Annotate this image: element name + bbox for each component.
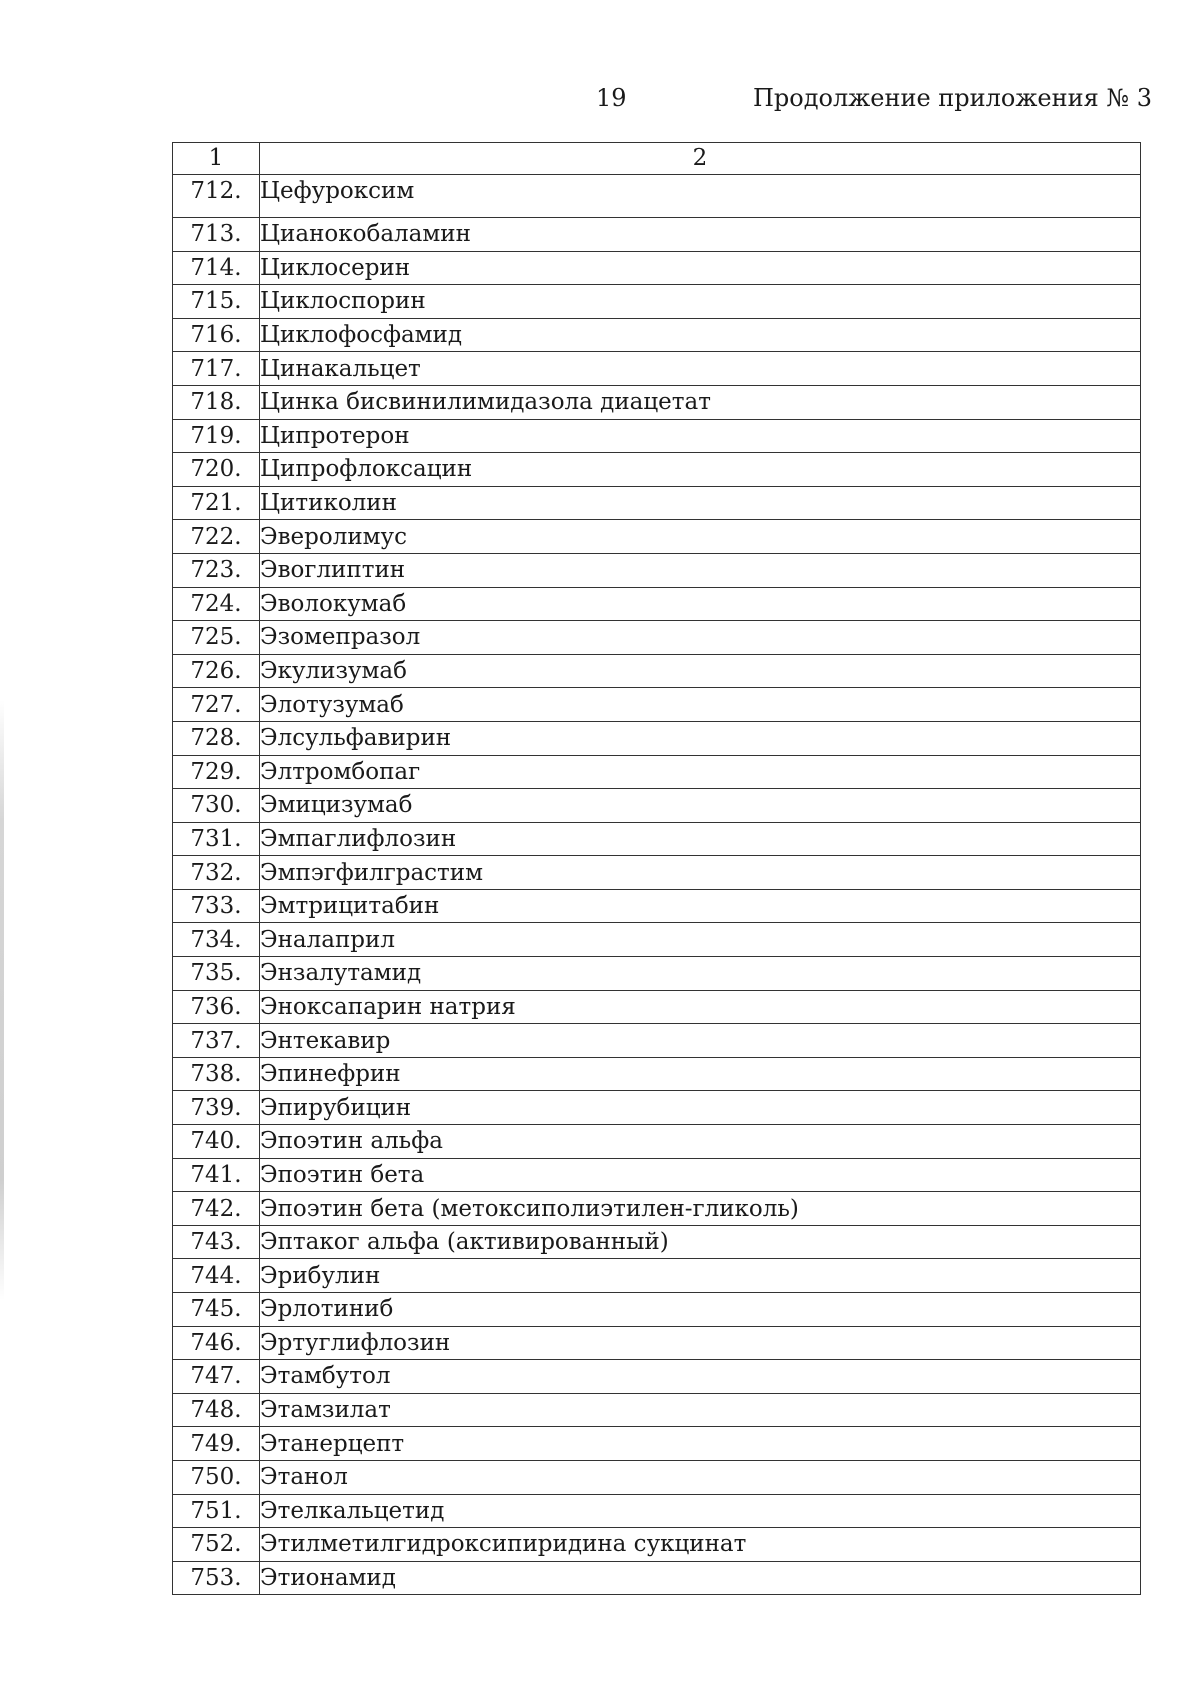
table-row [173,621,1141,655]
table-row [173,587,1141,621]
row-number: 734. [173,923,260,957]
row-number: 728. [173,721,260,755]
drug-name: Эмпаглифлозин [260,822,1141,856]
row-number: 749. [173,1427,260,1461]
table-row [173,856,1141,890]
table-row [173,318,1141,352]
table-row [173,721,1141,755]
table-row [173,1192,1141,1226]
drug-name: Этилметилгидроксипиридина сукцинат [260,1528,1141,1562]
drug-name: Циклоспорин [260,285,1141,319]
column-header-name: 2 [260,143,1141,175]
row-number: 719. [173,419,260,453]
drug-name: Эрлотиниб [260,1293,1141,1327]
row-number: 747. [173,1360,260,1394]
drug-name: Циклосерин [260,251,1141,285]
table-row [173,1460,1141,1494]
row-number: 716. [173,318,260,352]
row-number: 745. [173,1293,260,1327]
drug-name: Эвоглиптин [260,553,1141,587]
drug-name: Эмтрицитабин [260,889,1141,923]
drug-name: Циклофосфамид [260,318,1141,352]
drug-name: Эптаког альфа (активированный) [260,1225,1141,1259]
table-row [173,1360,1141,1394]
row-number: 721. [173,486,260,520]
column-header-number: 1 [173,143,260,175]
table-row [173,688,1141,722]
table-row [173,385,1141,419]
drug-name: Этелкальцетид [260,1494,1141,1528]
drug-name: Энзалутамид [260,957,1141,991]
table-row [173,822,1141,856]
table-row [173,1024,1141,1058]
table-row [173,553,1141,587]
row-number: 742. [173,1192,260,1226]
drug-name: Энтекавир [260,1024,1141,1058]
row-number: 717. [173,352,260,386]
row-number: 732. [173,856,260,890]
drug-name: Эпирубицин [260,1091,1141,1125]
table-row [173,1528,1141,1562]
row-number: 741. [173,1158,260,1192]
table-row [173,1326,1141,1360]
drug-name: Элсульфавирин [260,721,1141,755]
table-row [173,285,1141,319]
table-row [173,1494,1141,1528]
row-number: 713. [173,218,260,252]
row-number: 720. [173,453,260,487]
table-row [173,1091,1141,1125]
table-row [173,889,1141,923]
table-row [173,352,1141,386]
table-row [173,1225,1141,1259]
drug-name: Эверолимус [260,520,1141,554]
row-number: 737. [173,1024,260,1058]
drug-name: Эналаприл [260,923,1141,957]
drug-name: Эрибулин [260,1259,1141,1293]
drug-name: Эпинефрин [260,1057,1141,1091]
drug-name: Этионамид [260,1561,1141,1595]
table-row [173,175,1141,218]
row-number: 724. [173,587,260,621]
drug-name: Этамбутол [260,1360,1141,1394]
row-number: 712. [173,175,260,218]
drug-name: Цефуроксим [260,175,1141,218]
row-number: 752. [173,1528,260,1562]
drug-name: Элтромбопаг [260,755,1141,789]
drug-name: Экулизумаб [260,654,1141,688]
drug-name: Этамзилат [260,1393,1141,1427]
drug-name: Цинакальцет [260,352,1141,386]
row-number: 744. [173,1259,260,1293]
row-number: 743. [173,1225,260,1259]
row-number: 739. [173,1091,260,1125]
row-number: 714. [173,251,260,285]
row-number: 725. [173,621,260,655]
row-number: 740. [173,1125,260,1159]
row-number: 722. [173,520,260,554]
drug-name: Эзомепразол [260,621,1141,655]
row-number: 735. [173,957,260,991]
drug-name: Эмпэгфилграстим [260,856,1141,890]
row-number: 726. [173,654,260,688]
row-number: 729. [173,755,260,789]
row-number: 718. [173,385,260,419]
table-row [173,453,1141,487]
row-number: 723. [173,553,260,587]
page-header [0,84,1200,118]
row-number: 746. [173,1326,260,1360]
table-row [173,789,1141,823]
scan-shadow-edge [0,700,4,1300]
drug-name: Эпоэтин бета (метоксиполиэтилен-гликоль) [260,1192,1141,1226]
table-row [173,990,1141,1024]
drug-name: Эмицизумаб [260,789,1141,823]
table-row [173,1259,1141,1293]
drug-name: Эпоэтин альфа [260,1125,1141,1159]
row-number: 750. [173,1460,260,1494]
drug-name: Цитиколин [260,486,1141,520]
drug-name: Цинка бисвинилимидазола диацетат [260,385,1141,419]
table-row [173,218,1141,252]
table-row [173,1393,1141,1427]
drug-name: Ципротерон [260,419,1141,453]
table-row [173,957,1141,991]
drug-name: Эноксапарин натрия [260,990,1141,1024]
table-row [173,1293,1141,1327]
table-row [173,654,1141,688]
row-number: 736. [173,990,260,1024]
row-number: 715. [173,285,260,319]
table-row [173,1561,1141,1595]
drug-name: Эволокумаб [260,587,1141,621]
drug-name: Эртуглифлозин [260,1326,1141,1360]
row-number: 748. [173,1393,260,1427]
table-row [173,520,1141,554]
page-number: 19 [596,84,627,112]
drug-name: Цианокобаламин [260,218,1141,252]
table-header-row [173,143,1141,175]
row-number: 727. [173,688,260,722]
row-number: 753. [173,1561,260,1595]
drug-name: Этанол [260,1460,1141,1494]
table-row [173,419,1141,453]
table-row [173,1158,1141,1192]
appendix-label: Продолжение приложения № 3 [752,84,1152,112]
table-row [173,923,1141,957]
table-row [173,1125,1141,1159]
row-number: 733. [173,889,260,923]
drug-name: Этанерцепт [260,1427,1141,1461]
drug-name: Эпоэтин бета [260,1158,1141,1192]
drug-name: Ципрофлоксацин [260,453,1141,487]
table-row [173,1427,1141,1461]
drug-list-table [172,142,1141,1595]
drug-name: Элотузумаб [260,688,1141,722]
table-row [173,486,1141,520]
row-number: 730. [173,789,260,823]
row-number: 731. [173,822,260,856]
table-row [173,755,1141,789]
row-number: 738. [173,1057,260,1091]
table-body [173,175,1141,1595]
row-number: 751. [173,1494,260,1528]
table-row [173,251,1141,285]
table-row [173,1057,1141,1091]
